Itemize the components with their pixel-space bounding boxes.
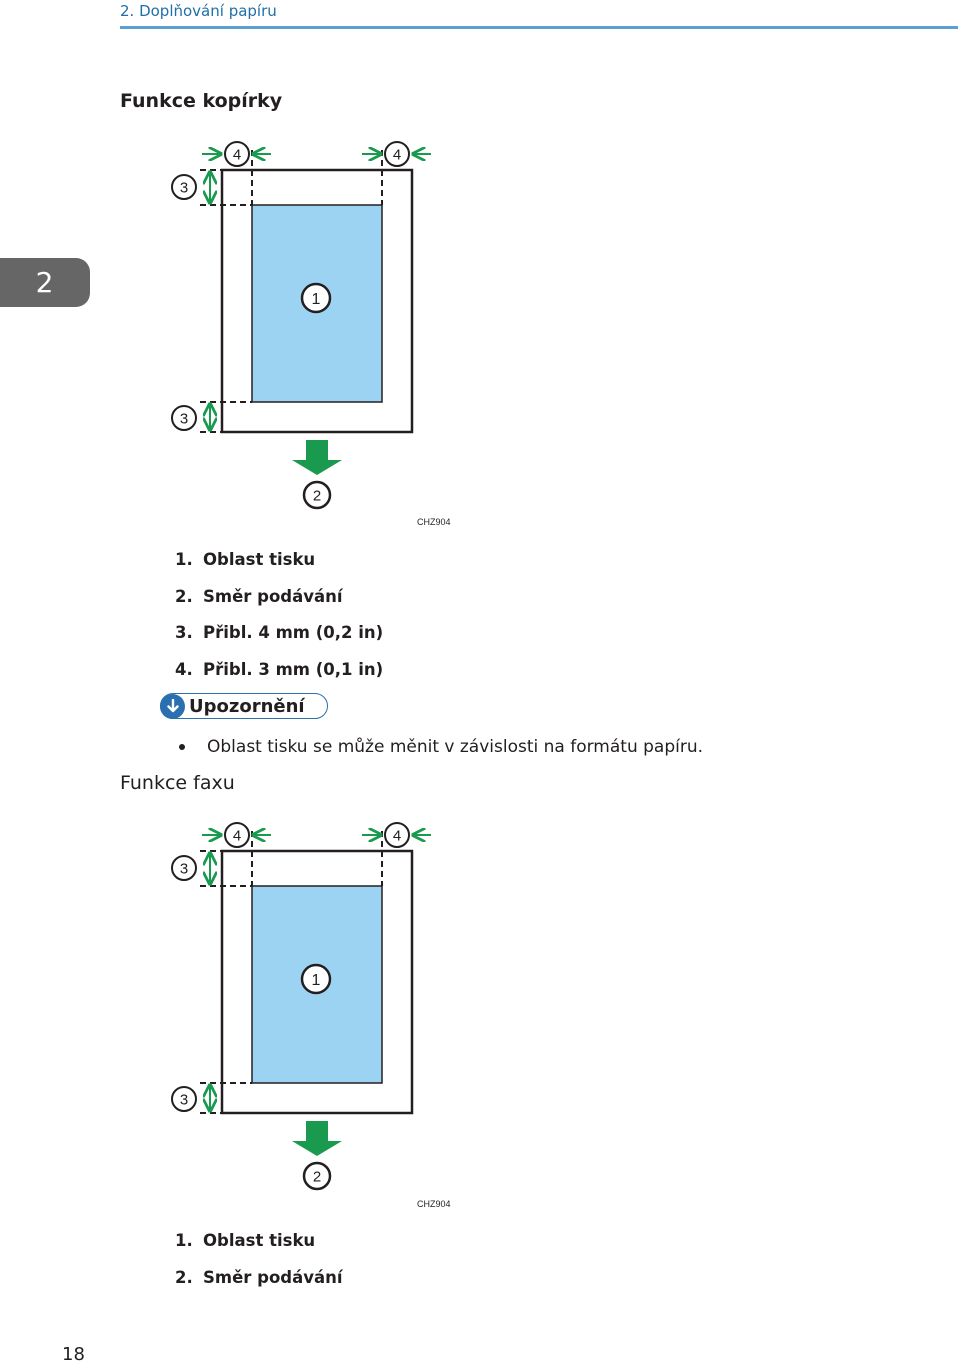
- section-title-fax: Funkce faxu: [120, 772, 235, 794]
- callout-feed-direction: [304, 1163, 330, 1189]
- legend-list-copier: [175, 550, 383, 696]
- callout-label: 4: [392, 827, 402, 845]
- caution-text: Oblast tisku se může měnit v závislosti na formátu papíru.: [207, 737, 704, 757]
- section-title-copier: Funkce kopírky: [120, 90, 283, 112]
- list-item: 2. Směr podávání: [175, 1267, 343, 1287]
- bullet-icon: [179, 744, 185, 750]
- arrow-down-icon: [160, 694, 185, 719]
- callout-feed-direction: [304, 482, 330, 508]
- callout-top-margin: [172, 856, 196, 880]
- callout-bottom-margin: [172, 406, 196, 430]
- callout-label: 1: [311, 972, 321, 989]
- callout-label: 3: [179, 179, 189, 197]
- callout-side-margin-right: [385, 142, 409, 166]
- callout-label: 4: [232, 827, 242, 845]
- print-area-diagram-fax: [160, 819, 460, 1209]
- list-item: 2. Směr podávání: [175, 586, 343, 606]
- callout-side-margin-left: [225, 142, 249, 166]
- print-area-diagram-copier: [160, 138, 460, 527]
- legend-list-fax: [175, 1231, 343, 1304]
- list-item: 1. Oblast tisku: [175, 550, 316, 569]
- feed-direction-arrow-icon: [292, 1121, 342, 1156]
- callout-side-margin-right: [385, 823, 409, 847]
- feed-direction-arrow-icon: [292, 440, 342, 475]
- chapter-tab: [0, 258, 90, 307]
- callout-label: 1: [311, 291, 321, 308]
- list-item: 1. Oblast tisku: [175, 1231, 316, 1250]
- print-area-figure: [160, 138, 460, 528]
- callout-label: 3: [179, 1091, 189, 1109]
- callout-bottom-margin: [172, 1087, 196, 1111]
- chapter-number: 2: [35, 266, 55, 299]
- caution-badge: [160, 693, 328, 719]
- header-rule: [120, 26, 958, 29]
- figure-code: CHZ904: [417, 517, 451, 527]
- callout-label: 4: [392, 146, 402, 164]
- callout-label: 2: [312, 1168, 322, 1186]
- list-item: 3. Přibl. 4 mm (0,2 in): [175, 623, 384, 642]
- callout-top-margin: [172, 175, 196, 199]
- caution-label: Upozornění: [189, 695, 305, 717]
- callout-print-area: [302, 284, 330, 312]
- callout-label: 2: [312, 487, 322, 505]
- callout-side-margin-left: [225, 823, 249, 847]
- list-item: 4. Přibl. 3 mm (0,1 in): [175, 659, 384, 679]
- breadcrumb: 2. Doplňování papíru: [120, 2, 277, 20]
- print-area-figure: [160, 819, 460, 1209]
- callout-label: 3: [179, 860, 189, 878]
- figure-code: CHZ904: [417, 1199, 451, 1209]
- caution-note: [175, 737, 703, 757]
- callout-label: 3: [179, 410, 189, 428]
- callout-label: 4: [232, 146, 242, 164]
- callout-print-area: [302, 965, 330, 993]
- page-number: 18: [62, 1344, 85, 1365]
